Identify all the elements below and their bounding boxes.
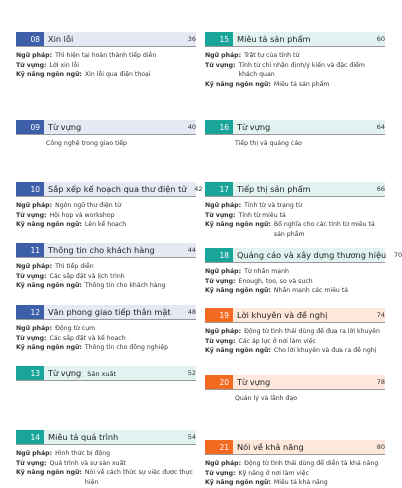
page-number: 44 [187, 246, 196, 254]
unit-number: 14 [16, 430, 44, 444]
detail-row [16, 324, 196, 334]
detail-row [205, 201, 385, 211]
page-number: 54 [187, 433, 196, 441]
unit-title: Từ vựng [237, 377, 271, 387]
unit-title: Miêu tả quá trình [48, 432, 119, 442]
detail-label: Kỹ năng ngôn ngữ: [205, 80, 271, 88]
unit-entry[interactable] [16, 243, 196, 291]
unit-header[interactable] [205, 375, 385, 390]
detail-label: Kỹ năng ngôn ngữ: [16, 469, 82, 477]
page-number: 60 [376, 35, 385, 43]
detail-label: Kỹ năng ngôn ngữ: [16, 344, 82, 352]
page-number: 78 [376, 378, 385, 386]
detail-row [205, 286, 385, 296]
unit-number: 21 [205, 440, 233, 454]
detail-row [205, 61, 385, 80]
unit-number: 20 [205, 375, 233, 389]
detail-row [16, 220, 196, 230]
unit-title: Thông tin cho khách hàng [48, 245, 155, 255]
unit-header[interactable] [205, 120, 385, 135]
detail-label: Từ vựng: [205, 469, 236, 477]
unit-entry[interactable] [205, 375, 385, 404]
unit-number: 13 [16, 366, 44, 380]
unit-number: 18 [205, 248, 233, 262]
unit-title: Quảng cáo và xây dựng thương hiệu [237, 250, 387, 260]
detail-label: Từ vựng: [16, 272, 47, 280]
detail-label: Kỹ năng ngôn ngữ: [205, 479, 271, 487]
unit-header[interactable] [16, 243, 196, 258]
detail-value: Các áp lực ở nơi làm việc [238, 337, 316, 345]
unit-details [16, 449, 196, 487]
unit-title: Miêu tả sản phẩm [237, 34, 311, 44]
detail-row [205, 346, 385, 356]
detail-row [16, 468, 196, 487]
detail-value: Xin lỗi qua điện thoại [84, 71, 151, 79]
detail-row [16, 343, 196, 353]
unit-number: 15 [205, 32, 233, 46]
unit-title: Từ vựng [237, 122, 271, 132]
unit-topic: Tiếp thị và quảng cáo [235, 140, 302, 147]
unit-title [44, 368, 180, 378]
unit-title: Lời khuyên và đề nghị [237, 310, 328, 320]
unit-entry[interactable] [205, 440, 385, 488]
detail-value: Tính từ và trạng từ [244, 202, 303, 209]
detail-value: Tính từ chỉ nhận định/ý kiến và đặc điểm khách quan [238, 61, 365, 79]
detail-value: Thông tin cho khách hàng [84, 282, 166, 290]
detail-row [16, 211, 196, 221]
unit-entry[interactable] [205, 182, 385, 239]
detail-value: Bổ nghĩa cho các tính từ miêu tả sản phẩm [273, 221, 375, 238]
page-number: 80 [376, 443, 385, 451]
detail-value: Enough, too, so và such [238, 277, 313, 285]
detail-value: Lên kế hoạch [84, 221, 127, 229]
detail-label: Ngữ pháp: [205, 268, 242, 275]
detail-label: Từ vựng: [205, 211, 236, 219]
detail-value: Từ nhấn mạnh [244, 268, 289, 275]
unit-header[interactable] [16, 366, 196, 381]
detail-value: Động từ tình thái dùng để đưa ra lời khuyên [244, 328, 380, 335]
unit-title-text: Từ vựng [48, 368, 82, 378]
detail-value: Thông tin cho đồng nghiệp [84, 344, 169, 352]
unit-header[interactable] [205, 182, 385, 197]
detail-label: Kỹ năng ngôn ngữ: [16, 282, 82, 290]
page-number: 66 [376, 185, 385, 193]
detail-row [205, 211, 385, 221]
unit-entry[interactable] [16, 32, 196, 80]
unit-details [16, 262, 196, 291]
detail-value: Thì hiện tại hoàn thành tiếp diễn [55, 52, 157, 59]
detail-label: Từ vựng: [16, 334, 47, 342]
detail-label: Ngữ pháp: [205, 52, 242, 59]
unit-topic-inline: Sản xuất [87, 370, 117, 378]
unit-header[interactable] [16, 305, 196, 320]
unit-header[interactable] [16, 182, 203, 197]
detail-value: Nói về cách thức sự việc được thực hiện [84, 469, 193, 486]
detail-value: Miêu tả khả năng [273, 479, 328, 487]
detail-label: Kỹ năng ngôn ngữ: [205, 221, 271, 229]
detail-row [205, 337, 385, 347]
detail-row [205, 277, 385, 287]
unit-topic: Công nghệ trong giao tiếp [46, 140, 127, 147]
unit-details [205, 51, 385, 89]
detail-value: Cho lời khuyên và đưa ra đề nghị [273, 347, 377, 355]
unit-title: Xin lỗi [48, 34, 74, 44]
unit-title: Văn phong giao tiếp thân mật [48, 307, 171, 317]
detail-value: Các sắp đặt và kế hoạch [49, 334, 126, 342]
detail-row [205, 478, 385, 488]
detail-value: Quá trình và sự sản xuất [49, 459, 126, 467]
detail-row [205, 469, 385, 479]
unit-number: 09 [16, 120, 44, 134]
detail-label: Kỹ năng ngôn ngữ: [205, 347, 271, 355]
detail-value: Nhấn mạnh các miêu tả [273, 287, 349, 295]
page-number: 40 [187, 123, 196, 131]
unit-details [205, 267, 385, 296]
detail-value: Ngôn ngữ thư điện tử [55, 202, 121, 209]
detail-row [16, 61, 196, 71]
unit-number: 16 [205, 120, 233, 134]
detail-value: Các sắp đặt và lịch trình [49, 272, 125, 280]
detail-label: Từ vựng: [16, 459, 47, 467]
detail-label: Ngữ pháp: [205, 202, 242, 209]
page-number: 42 [194, 185, 203, 193]
unit-details [205, 201, 385, 239]
detail-label: Ngữ pháp: [16, 450, 53, 457]
detail-row [205, 80, 385, 90]
detail-value: Tính từ miêu tả [238, 211, 286, 219]
unit-number: 12 [16, 305, 44, 319]
unit-header[interactable] [16, 430, 196, 445]
detail-label: Từ vựng: [16, 61, 47, 69]
unit-entry[interactable] [205, 32, 385, 89]
unit-number: 11 [16, 243, 44, 257]
page-number: 64 [376, 123, 385, 131]
detail-label: Kỹ năng ngôn ngữ: [205, 287, 271, 295]
detail-value: Hình thức bị động [55, 450, 111, 457]
detail-label: Từ vựng: [205, 277, 236, 285]
unit-entry[interactable] [205, 120, 385, 149]
unit-number: 10 [16, 182, 44, 196]
detail-row [16, 272, 196, 282]
page-number: 70 [393, 251, 402, 259]
unit-header[interactable] [205, 248, 402, 263]
unit-entry[interactable] [16, 120, 196, 149]
detail-label: Ngữ pháp: [16, 325, 53, 332]
detail-label: Từ vựng: [16, 211, 47, 219]
unit-entry[interactable] [205, 308, 385, 356]
page-number: 74 [376, 311, 385, 319]
unit-header[interactable] [16, 32, 196, 47]
detail-label: Ngữ pháp: [205, 328, 242, 335]
detail-value: Động từ cụm [55, 325, 96, 332]
detail-value: Lời xin lỗi [49, 61, 79, 69]
unit-number: 08 [16, 32, 44, 46]
page-number: 36 [187, 35, 196, 43]
detail-row [16, 262, 196, 272]
unit-title: Từ vựng [48, 122, 82, 132]
unit-details [16, 201, 196, 230]
unit-number: 19 [205, 308, 233, 322]
unit-details [205, 327, 385, 356]
page-number: 52 [187, 369, 196, 377]
detail-label: Kỹ năng ngôn ngữ: [16, 221, 82, 229]
detail-row [16, 449, 196, 459]
unit-entry[interactable] [205, 248, 402, 296]
detail-row [16, 281, 196, 291]
detail-value: Thì tiếp diễn [55, 263, 94, 270]
unit-number: 17 [205, 182, 233, 196]
unit-entry[interactable] [16, 182, 203, 230]
detail-row [205, 459, 385, 469]
detail-label: Từ vựng: [205, 337, 236, 345]
unit-title: Nói về khả năng [237, 442, 304, 452]
detail-row [16, 51, 196, 61]
unit-title: Sắp xếp kế hoạch qua thư điện tử [48, 184, 187, 194]
unit-entry[interactable] [16, 366, 196, 381]
detail-value: Hội họp và workshop [49, 211, 115, 219]
unit-header[interactable] [205, 32, 385, 47]
detail-value: Kỹ năng ở nơi làm việc [238, 469, 309, 477]
detail-label: Kỹ năng ngôn ngữ: [16, 71, 82, 79]
detail-row [16, 70, 196, 80]
unit-title: Tiếp thị sản phẩm [237, 184, 311, 194]
detail-row [205, 327, 385, 337]
detail-row [205, 51, 385, 61]
detail-row [205, 220, 385, 239]
detail-row [16, 334, 196, 344]
detail-row [16, 459, 196, 469]
unit-header[interactable] [205, 440, 385, 455]
unit-entry[interactable] [16, 430, 196, 487]
detail-row [205, 267, 385, 277]
unit-details [205, 459, 385, 488]
unit-header[interactable] [16, 120, 196, 135]
detail-label: Ngữ pháp: [205, 460, 242, 467]
detail-value: Trật tự của tính từ [244, 52, 300, 59]
unit-details [16, 324, 196, 353]
detail-value: Miêu tả sản phẩm [273, 80, 330, 88]
detail-row [16, 201, 196, 211]
unit-entry[interactable] [16, 305, 196, 353]
detail-label: Ngữ pháp: [16, 202, 53, 209]
page-number: 48 [187, 308, 196, 316]
unit-header[interactable] [205, 308, 385, 323]
detail-label: Từ vựng: [205, 61, 236, 69]
unit-details [16, 51, 196, 80]
detail-label: Ngữ pháp: [16, 263, 53, 270]
detail-value: Động từ tình thái dùng để diễn tả khả năng [244, 460, 379, 467]
unit-topic: Quản lý và lãnh đạo [235, 395, 298, 402]
detail-label: Ngữ pháp: [16, 52, 53, 59]
